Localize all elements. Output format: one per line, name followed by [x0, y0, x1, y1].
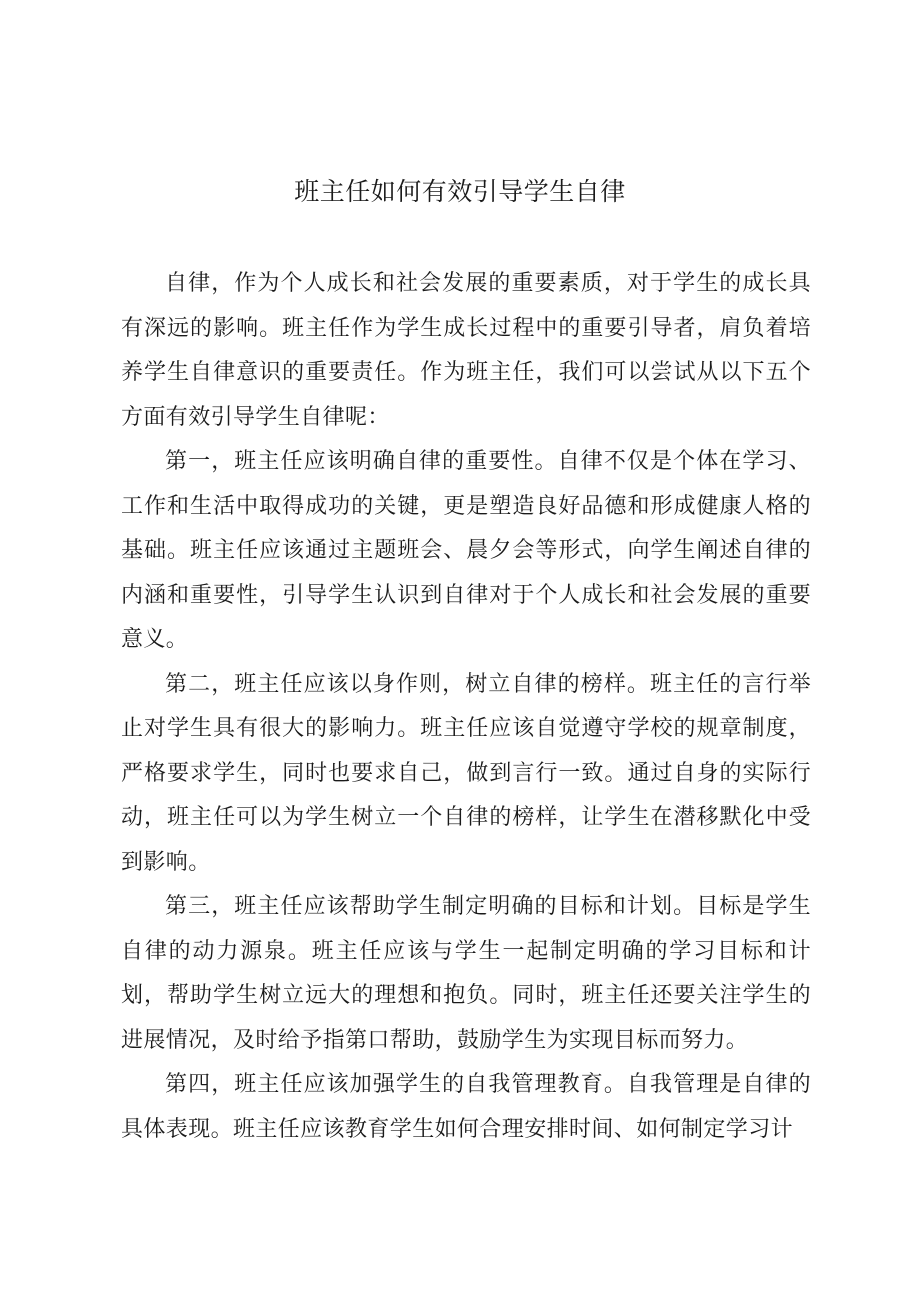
paragraph-second: 第二，班主任应该以身作则，树立自律的榜样。班主任的言行举止对学生具有很大的影响力。班主任应该自觉遵守学校的规章制度，严格要求学生，同时也要求自己，做到言行一致。通过自身的实际行动，班主任可以为学生树立一个自律的榜样，让学生在潜移默化中受到影响。 — [121, 671, 811, 875]
document-title: 班主任如何有效引导学生自律 — [294, 177, 626, 206]
paragraph-intro: 自律，作为个人成长和社会发展的重要素质，对于学生的成长具有深远的影响。班主任作为学生成长过程中的重要引导者，肩负着培养学生自律意识的重要责任。作为班主任，我们可以尝试从以下五个方面有效引导学生自律呢： — [121, 271, 811, 430]
paragraph-first: 第一，班主任应该明确自律的重要性。自律不仅是个体在学习、工作和生活中取得成功的关键，更是塑造良好品德和形成健康人格的基础。班主任应该通过主题班会、晨夕会等形式，向学生阐述自律的内涵和重要性，引导学生认识到自律对于个人成长和社会发展的重要意义。 — [121, 449, 811, 652]
paragraph-third: 第三，班主任应该帮助学生制定明确的目标和计划。目标是学生自律的动力源泉。班主任应该与学生一起制定明确的学习目标和计划，帮助学生树立远大的理想和抱负。同时，班主任还要关注学生的进展情况，及时给予指第口帮助，鼓励学生为实现目标而努力。 — [121, 894, 811, 1053]
paragraph-fourth: 第四，班主任应该加强学生的自我管理教育。自我管理是自律的具体表现。班主任应该教育学生如何合理安排时间、如何制定学习计 — [121, 1072, 811, 1142]
document-body — [121, 262, 811, 1152]
